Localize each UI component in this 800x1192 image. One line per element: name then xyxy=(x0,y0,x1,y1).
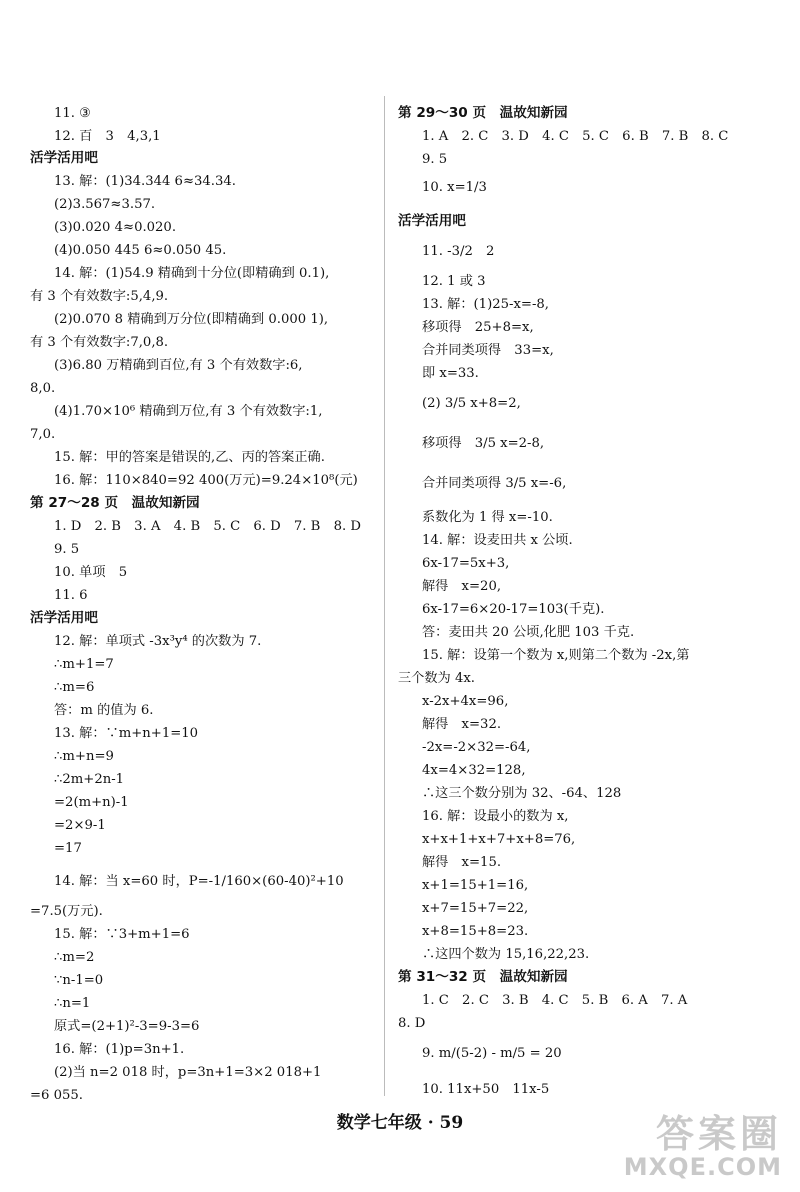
answer-line: 1. C 2. C 3. B 4. C 5. B 6. A 7. A xyxy=(422,993,688,1008)
answer-line: 10. x=1/3 xyxy=(422,180,487,195)
answer-line: x-2x+4x=96, xyxy=(422,694,509,709)
answer-line: 13. 解：∵m+n+1=10 xyxy=(54,726,199,741)
answer-line: =2×9-1 xyxy=(54,818,106,833)
section-heading: 第 31～32 页 温故知新园 xyxy=(398,969,568,985)
answer-line: 解得 x=20, xyxy=(422,579,502,594)
section-heading: 第 27～28 页 温故知新园 xyxy=(30,495,200,511)
answer-line: 合并同类项得 3/5 x=-6, xyxy=(422,476,567,491)
answer-line: 12. 1 或 3 xyxy=(422,274,486,289)
answer-line: ∴这三个数分别为 32、-64、128 xyxy=(422,786,622,801)
answer-line: 12. 解：单项式 -3x³y⁴ 的次数为 7. xyxy=(54,634,262,649)
answer-line: 三个数为 4x. xyxy=(398,671,475,686)
answer-line: (4)0.050 445 6≈0.050 45. xyxy=(54,243,227,258)
answer-line: (4)1.70×10⁶ 精确到万位,有 3 个有效数字:1, xyxy=(54,404,323,419)
answer-line: 合并同类项得 33=x, xyxy=(422,343,554,358)
answer-line: 原式=(2+1)²-3=9-3=6 xyxy=(54,1019,200,1034)
answer-line: 13. 解：(1)34.344 6≈34.34. xyxy=(54,174,236,189)
answer-line: ∴m=6 xyxy=(54,680,95,695)
answer-line: x+x+1+x+7+x+8=76, xyxy=(422,832,576,847)
answer-line: 15. 解：∵3+m+1=6 xyxy=(54,927,190,942)
answer-line: 有 3 个有效数字:7,0,8. xyxy=(30,335,169,350)
answer-line: 14. 解：设麦田共 x 公顷. xyxy=(422,533,573,548)
answer-line: ∴2m+2n-1 xyxy=(54,772,125,787)
answer-line: -2x=-2×32=-64, xyxy=(422,740,531,755)
answer-line: 9. m/(5-2) - m/5 = 20 xyxy=(422,1046,562,1061)
answer-line: =2(m+n)-1 xyxy=(54,795,129,810)
answer-line: 13. 解：(1)25-x=-8, xyxy=(422,297,549,312)
answer-line: ∴m=2 xyxy=(54,950,95,965)
answer-line: (2) 3/5 x+8=2, xyxy=(422,396,521,411)
answer-line: ∴这四个数为 15,16,22,23. xyxy=(422,947,590,962)
answer-line: 10. 单项 5 xyxy=(54,565,128,580)
watermark-cn: 答案圈 xyxy=(655,1112,782,1156)
section-heading: 活学活用吧 xyxy=(398,213,466,229)
column-divider xyxy=(384,96,385,1096)
answer-line: 4x=4×32=128, xyxy=(422,763,526,778)
answer-line: 16. 解：110×840=92 400(万元)=9.24×10⁸(元) xyxy=(54,473,358,488)
section-heading: 活学活用吧 xyxy=(30,150,98,166)
answer-line: 7,0. xyxy=(30,427,56,442)
answer-line: (2)当 n=2 018 时，p=3n+1=3×2 018+1 xyxy=(54,1065,322,1080)
answer-line: 8,0. xyxy=(30,381,56,396)
answer-line: ∴n=1 xyxy=(54,996,91,1011)
section-heading: 第 29～30 页 温故知新园 xyxy=(398,105,568,121)
page-footer: 数学七年级 · 59 xyxy=(336,1113,464,1133)
answer-line: (3)0.020 4≈0.020. xyxy=(54,220,177,235)
answer-line: 6x-17=5x+3, xyxy=(422,556,510,571)
answer-line: 16. 解：设最小的数为 x, xyxy=(422,809,569,824)
answer-line: =7.5(万元). xyxy=(30,904,103,919)
answer-line: (3)6.80 万精确到百位,有 3 个有效数字:6, xyxy=(54,358,303,373)
answer-line: 11. -3/2 2 xyxy=(422,244,495,259)
answer-line: 移项得 3/5 x=2-8, xyxy=(422,436,545,451)
answer-line: 11. 6 xyxy=(54,588,88,603)
answer-line: 10. 11x+50 11x-5 xyxy=(422,1082,550,1097)
answer-line: 1. A 2. C 3. D 4. C 5. C 6. B 7. B 8. C xyxy=(422,129,729,144)
answer-line: 答：麦田共 20 公顷,化肥 103 千克. xyxy=(422,625,635,640)
answer-line: ∵n-1=0 xyxy=(54,973,104,988)
answer-line: 9. 5 xyxy=(422,152,448,167)
answer-line: 6x-17=6×20-17=103(千克). xyxy=(422,602,605,617)
answer-line: 8. D xyxy=(398,1016,426,1031)
answer-line: 16. 解：(1)p=3n+1. xyxy=(54,1042,185,1057)
answer-line: 解得 x=32. xyxy=(422,717,502,732)
answer-line: (2)0.070 8 精确到万分位(即精确到 0.000 1), xyxy=(54,312,329,327)
answer-line: x+7=15+7=22, xyxy=(422,901,529,916)
watermark-logo xyxy=(592,1114,782,1184)
answer-line: 系数化为 1 得 x=-10. xyxy=(422,510,553,525)
answer-line: 1. D 2. B 3. A 4. B 5. C 6. D 7. B 8. D xyxy=(54,519,361,534)
answer-line: 11. ③ xyxy=(54,106,91,121)
watermark-en: MXQE.COM xyxy=(623,1153,782,1181)
section-heading: 活学活用吧 xyxy=(30,610,98,626)
answer-line: 解得 x=15. xyxy=(422,855,502,870)
answer-line: (2)3.567≈3.57. xyxy=(54,197,156,212)
answer-line: 15. 解：甲的答案是错误的,乙、丙的答案正确. xyxy=(54,450,325,465)
answer-line: 14. 解：(1)54.9 精确到十分位(即精确到 0.1), xyxy=(54,266,330,281)
answer-line: ∴m+n=9 xyxy=(54,749,114,764)
answer-line: 有 3 个有效数字:5,4,9. xyxy=(30,289,169,304)
answer-line: 移项得 25+8=x, xyxy=(422,320,534,335)
answer-line: 12. 百 3 4,3,1 xyxy=(54,129,161,144)
answer-line: ∴m+1=7 xyxy=(54,657,114,672)
answer-line: =6 055. xyxy=(30,1088,83,1103)
answer-line: 15. 解：设第一个数为 x,则第二个数为 -2x,第 xyxy=(422,648,690,663)
answer-line: x+8=15+8=23. xyxy=(422,924,529,939)
answer-line: 14. 解：当 x=60 时，P=-1/160×(60-40)²+10 xyxy=(54,874,344,889)
answer-line: 即 x=33. xyxy=(422,366,479,381)
answer-line: x+1=15+1=16, xyxy=(422,878,529,893)
answer-line: 9. 5 xyxy=(54,542,80,557)
answer-line: 答：m 的值为 6. xyxy=(54,703,154,718)
answer-line: =17 xyxy=(54,841,82,856)
